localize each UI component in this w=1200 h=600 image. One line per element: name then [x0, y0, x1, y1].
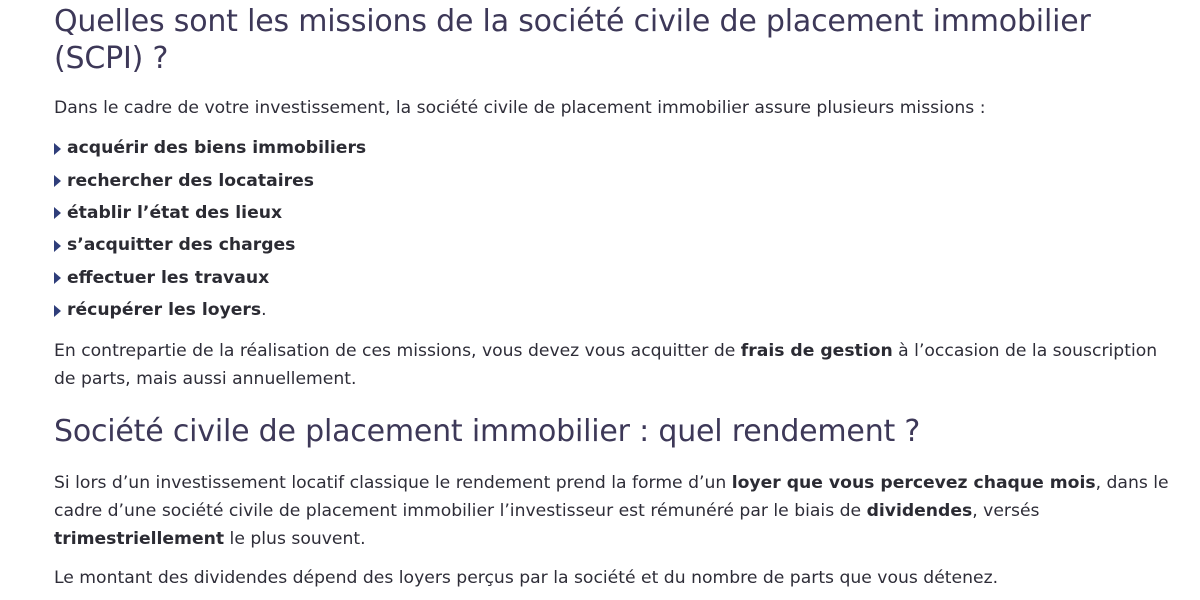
list-item [54, 197, 366, 229]
section-heading-missions: Quelles sont les missions de la société civile de placement immobilier (SCPI) ? [54, 4, 1091, 76]
caret-right-icon [54, 175, 61, 187]
caret-right-icon [54, 305, 61, 317]
intro-paragraph: Dans le cadre de votre investissement, la société civile de placement immobilier assure plusieurs missions : [54, 98, 986, 118]
mission-label: effectuer les travaux [67, 267, 270, 288]
caret-right-icon [54, 143, 61, 155]
caret-right-icon [54, 272, 61, 284]
caret-right-icon [54, 240, 61, 252]
mission-label: établir l’état des lieux [67, 202, 283, 223]
mission-label: récupérer les loyers [67, 300, 262, 321]
emphasis-frais-de-gestion: frais de gestion [740, 341, 893, 361]
emphasis-loyer: loyer que vous percevez chaque mois [731, 473, 1096, 493]
list-item [54, 262, 366, 294]
text-fragment: Si lors d’un investissement locatif classique le rendement prend la forme d’un [54, 473, 732, 493]
list-item [54, 164, 366, 196]
mission-label: s’acquitter des charges [67, 235, 296, 256]
montant-paragraph: Le montant des dividendes dépend des loyers perçus par la société et du nombre de parts que vous détenez. [54, 568, 999, 588]
list-item [54, 229, 366, 261]
text-fragment: le plus souvent. [224, 529, 366, 549]
rendement-paragraph [54, 469, 1179, 553]
list-item [54, 294, 366, 326]
text-fragment: à l’occasion de la souscription de parts, mais aussi annuellement. [54, 341, 1158, 389]
text-fragment: , versés [972, 501, 1040, 521]
missions-list [54, 132, 366, 326]
mission-suffix: . [261, 300, 267, 321]
contrepartie-paragraph [54, 337, 1179, 393]
text-fragment: , dans le cadre d’une société civile de placement immobilier l’investisseur est rémunéré par le biais de [54, 473, 1169, 521]
text-fragment: En contrepartie de la réalisation de ces missions, vous devez vous acquitter de [54, 341, 741, 361]
list-item [54, 132, 366, 164]
section-heading-rendement: Société civile de placement immobilier : quel rendement ? [54, 414, 921, 449]
emphasis-trimestriellement: trimestriellement [54, 529, 225, 549]
mission-label: rechercher des locataires [67, 170, 314, 191]
caret-right-icon [54, 207, 61, 219]
mission-label: acquérir des biens immobiliers [67, 138, 367, 159]
emphasis-dividendes: dividendes [866, 501, 973, 521]
